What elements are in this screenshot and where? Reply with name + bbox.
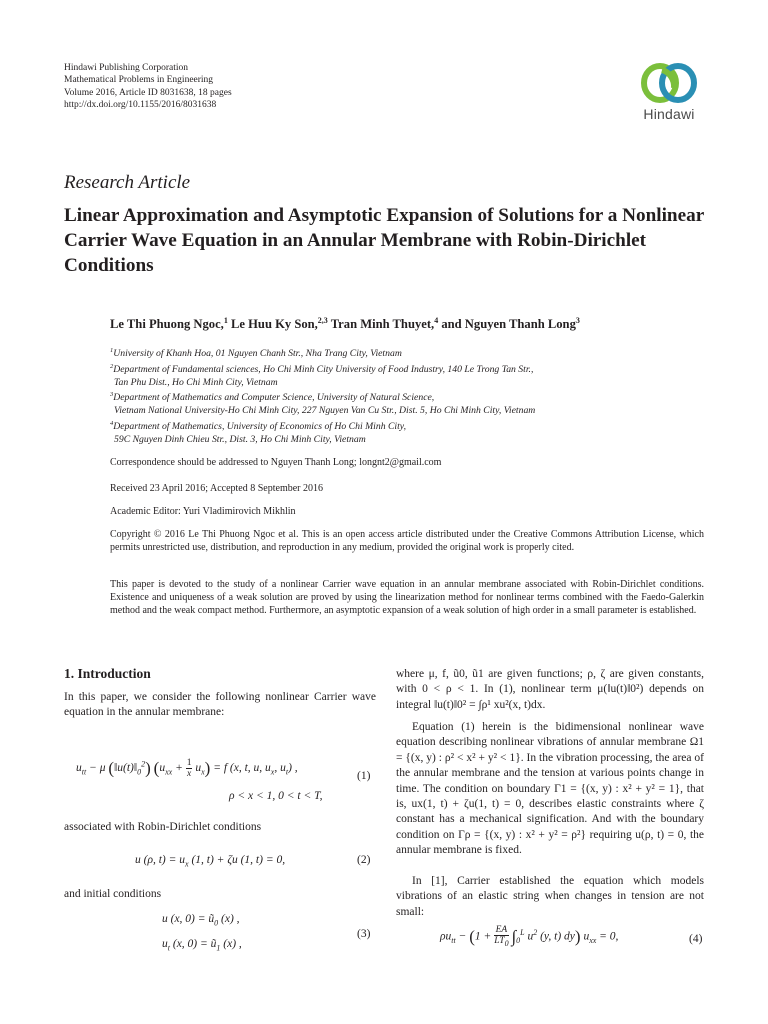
journal-header — [64, 62, 232, 112]
author-affil-sup: 3 — [575, 316, 580, 325]
academic-editor: Academic Editor: Yuri Vladimirovich Mikhlin — [110, 506, 296, 517]
author: Le Thi Phuong Ngoc, — [110, 317, 224, 332]
affiliation-cont: Vietnam National University-Ho Chi Minh City, 227 Nguyen Van Cu Str., Dist. 5, Ho Chi Minh City, Vietnam — [114, 405, 536, 417]
article-type: Research Article — [64, 172, 191, 193]
equation-number: (1) — [357, 770, 371, 782]
author-affil-sup: 4 — [434, 316, 439, 325]
equation-3a: u (x, $0) = ũ_0$ (x) , — [162, 913, 240, 928]
copyright-notice: Copyright © 2016 Le Thi Phuong Ngoc et al. This is an open access article distributed under the Creative Commons Attribution License, which permits unrestricted use, distribution, and reproduction in any medium, provided the original work is properly cited. — [110, 529, 704, 553]
intro-paragraph: In this paper, we consider the following nonlinear Carrier wave equation in the annular membrane: — [64, 691, 376, 718]
intro-paragraph: associated with Robin-Dirichlet conditions — [64, 821, 262, 833]
hindawi-rings-icon — [638, 60, 700, 106]
equation-number: (2) — [357, 854, 371, 866]
author-affil-sup: 2,3 — [317, 316, 328, 325]
affiliation: $^4$Department of Mathematics, University of Economics of Ho Chi Minh City, — [110, 419, 406, 432]
author: Le Huu Ky Son, — [231, 317, 318, 332]
affiliation-cont: Tan Phu Dist., Ho Chi Minh City, Vietnam — [114, 376, 278, 388]
equation-4: $\rho u_{tt} - (1$ + $\frac{EA}{LT_0}$ $\int_0^L$ $u^2$ (y, t) dy) $u_{xx} = 0$, — [440, 925, 619, 948]
volume-info: Volume 2016, Article ID 8031638, 18 pages — [64, 87, 232, 98]
affiliation: $^3$Department of Mathematics and Computer Science, University of Natural Science, — [110, 391, 435, 404]
hindawi-logo — [630, 60, 708, 122]
equation-1-domain: ρ < x < 1, 0 < t < T, — [229, 790, 323, 802]
abstract: This paper is devoted to the study of a nonlinear Carrier wave equation in an annular membrane associated with Robin-Dirichlet conditions. Existence and uniqueness of a weak solution are proved by using the linearization method for nonlinear terms combined with the Faedo-Galerkin method and the weak compact method. Furthermore, an asymptotic expansion of a weak solution of high order in a small parameter is established. — [110, 579, 704, 616]
received-date: Received 23 April 2016; Accepted 8 September 2016 — [110, 483, 324, 494]
affiliations — [110, 345, 710, 446]
section-heading: 1. Introduction — [64, 666, 151, 681]
publisher-name: Hindawi Publishing Corporation — [64, 63, 189, 73]
intro-paragraph: and initial conditions — [64, 888, 162, 900]
author-affil-sup: 1 — [223, 316, 228, 325]
affiliation: $^1$University of Khanh Hoa, 01 Nguyen Chanh Str., Nha Trang City, Vietnam — [110, 347, 402, 360]
body-paragraph: where μ, f, ũ0, ũ1 are given functions; ρ, ζ are given constants, with 0 < ρ < 1. In (1), nonlinear term μ(‖u(t)‖0²) depends on integral ‖u(t)‖0² = ∫ρ¹ xu²(x, t)dx. — [396, 668, 704, 711]
affiliation: $^2$Department of Fundamental sciences, Ho Chi Minh City University of Food Industry, 140 Le Trong Tan Str., — [110, 362, 534, 376]
equation-number: (4) — [689, 933, 703, 945]
affiliation-cont: 59C Nguyen Dinh Chieu Str., Dist. 3, Ho Chi Minh City, Vietnam — [114, 433, 366, 445]
body-paragraph: Equation (1) herein is the bidimensional nonlinear wave equation describing nonlinear vibrations of annular membrane Ω1 = {(x, y) : ρ² < x² + y² < 1}. In the vibration processing, the area of the annular membrane and the tension at various points change in time. The condition on boundary Γ1 = {(x, y) : x² + y² = 1}, that is, ux(1, t) + ζu(1, t) = 0, describes elastic constraints where ζ constant has a mechanical signification. And with the boundary condition on Γρ = {(x, y) : x² + y² = ρ²} requiring u(ρ, t) = 0, the annular membrane is fixed. — [396, 721, 704, 857]
journal-name: Mathematical Problems in Engineering — [64, 75, 214, 86]
correspondence: Correspondence should be addressed to Nguyen Thanh Long; longnt2@gmail.com — [110, 457, 442, 468]
author: Tran Minh Thuyet, — [330, 317, 435, 332]
equation-3b: $u_t$ (x, $0) = ũ_1$ (x) , — [162, 938, 242, 953]
equation-number: (3) — [357, 928, 371, 940]
equation-2: u (ρ, $t) = u_x$ (1, t) + ζu (1, t) = 0, — [135, 854, 286, 869]
hindawi-wordmark: Hindawi — [643, 106, 695, 122]
paper-title: Linear Approximation and Asymptotic Expansion of Solutions for a Nonlinear Carrier Wave Equation in an Annular Membrane with Robin-Dirichlet Conditions — [64, 205, 704, 276]
author: and Nguyen Thanh Long — [441, 317, 576, 332]
equation-1: $u_{tt} - \mu$ $(‖u(t)‖_0^2) (u_{xx}$ + $\frac{1}{x}$ $u_x) = f$ (x, t, u, $u_x$, $u_t$) , — [76, 758, 298, 779]
author-list — [110, 316, 580, 332]
body-paragraph: In [1], Carrier established the equation which models vibrations of an elastic string when changes in tension are not small: — [396, 875, 704, 918]
doi-link[interactable]: http://dx.doi.org/10.1155/2016/8031638 — [64, 100, 217, 111]
